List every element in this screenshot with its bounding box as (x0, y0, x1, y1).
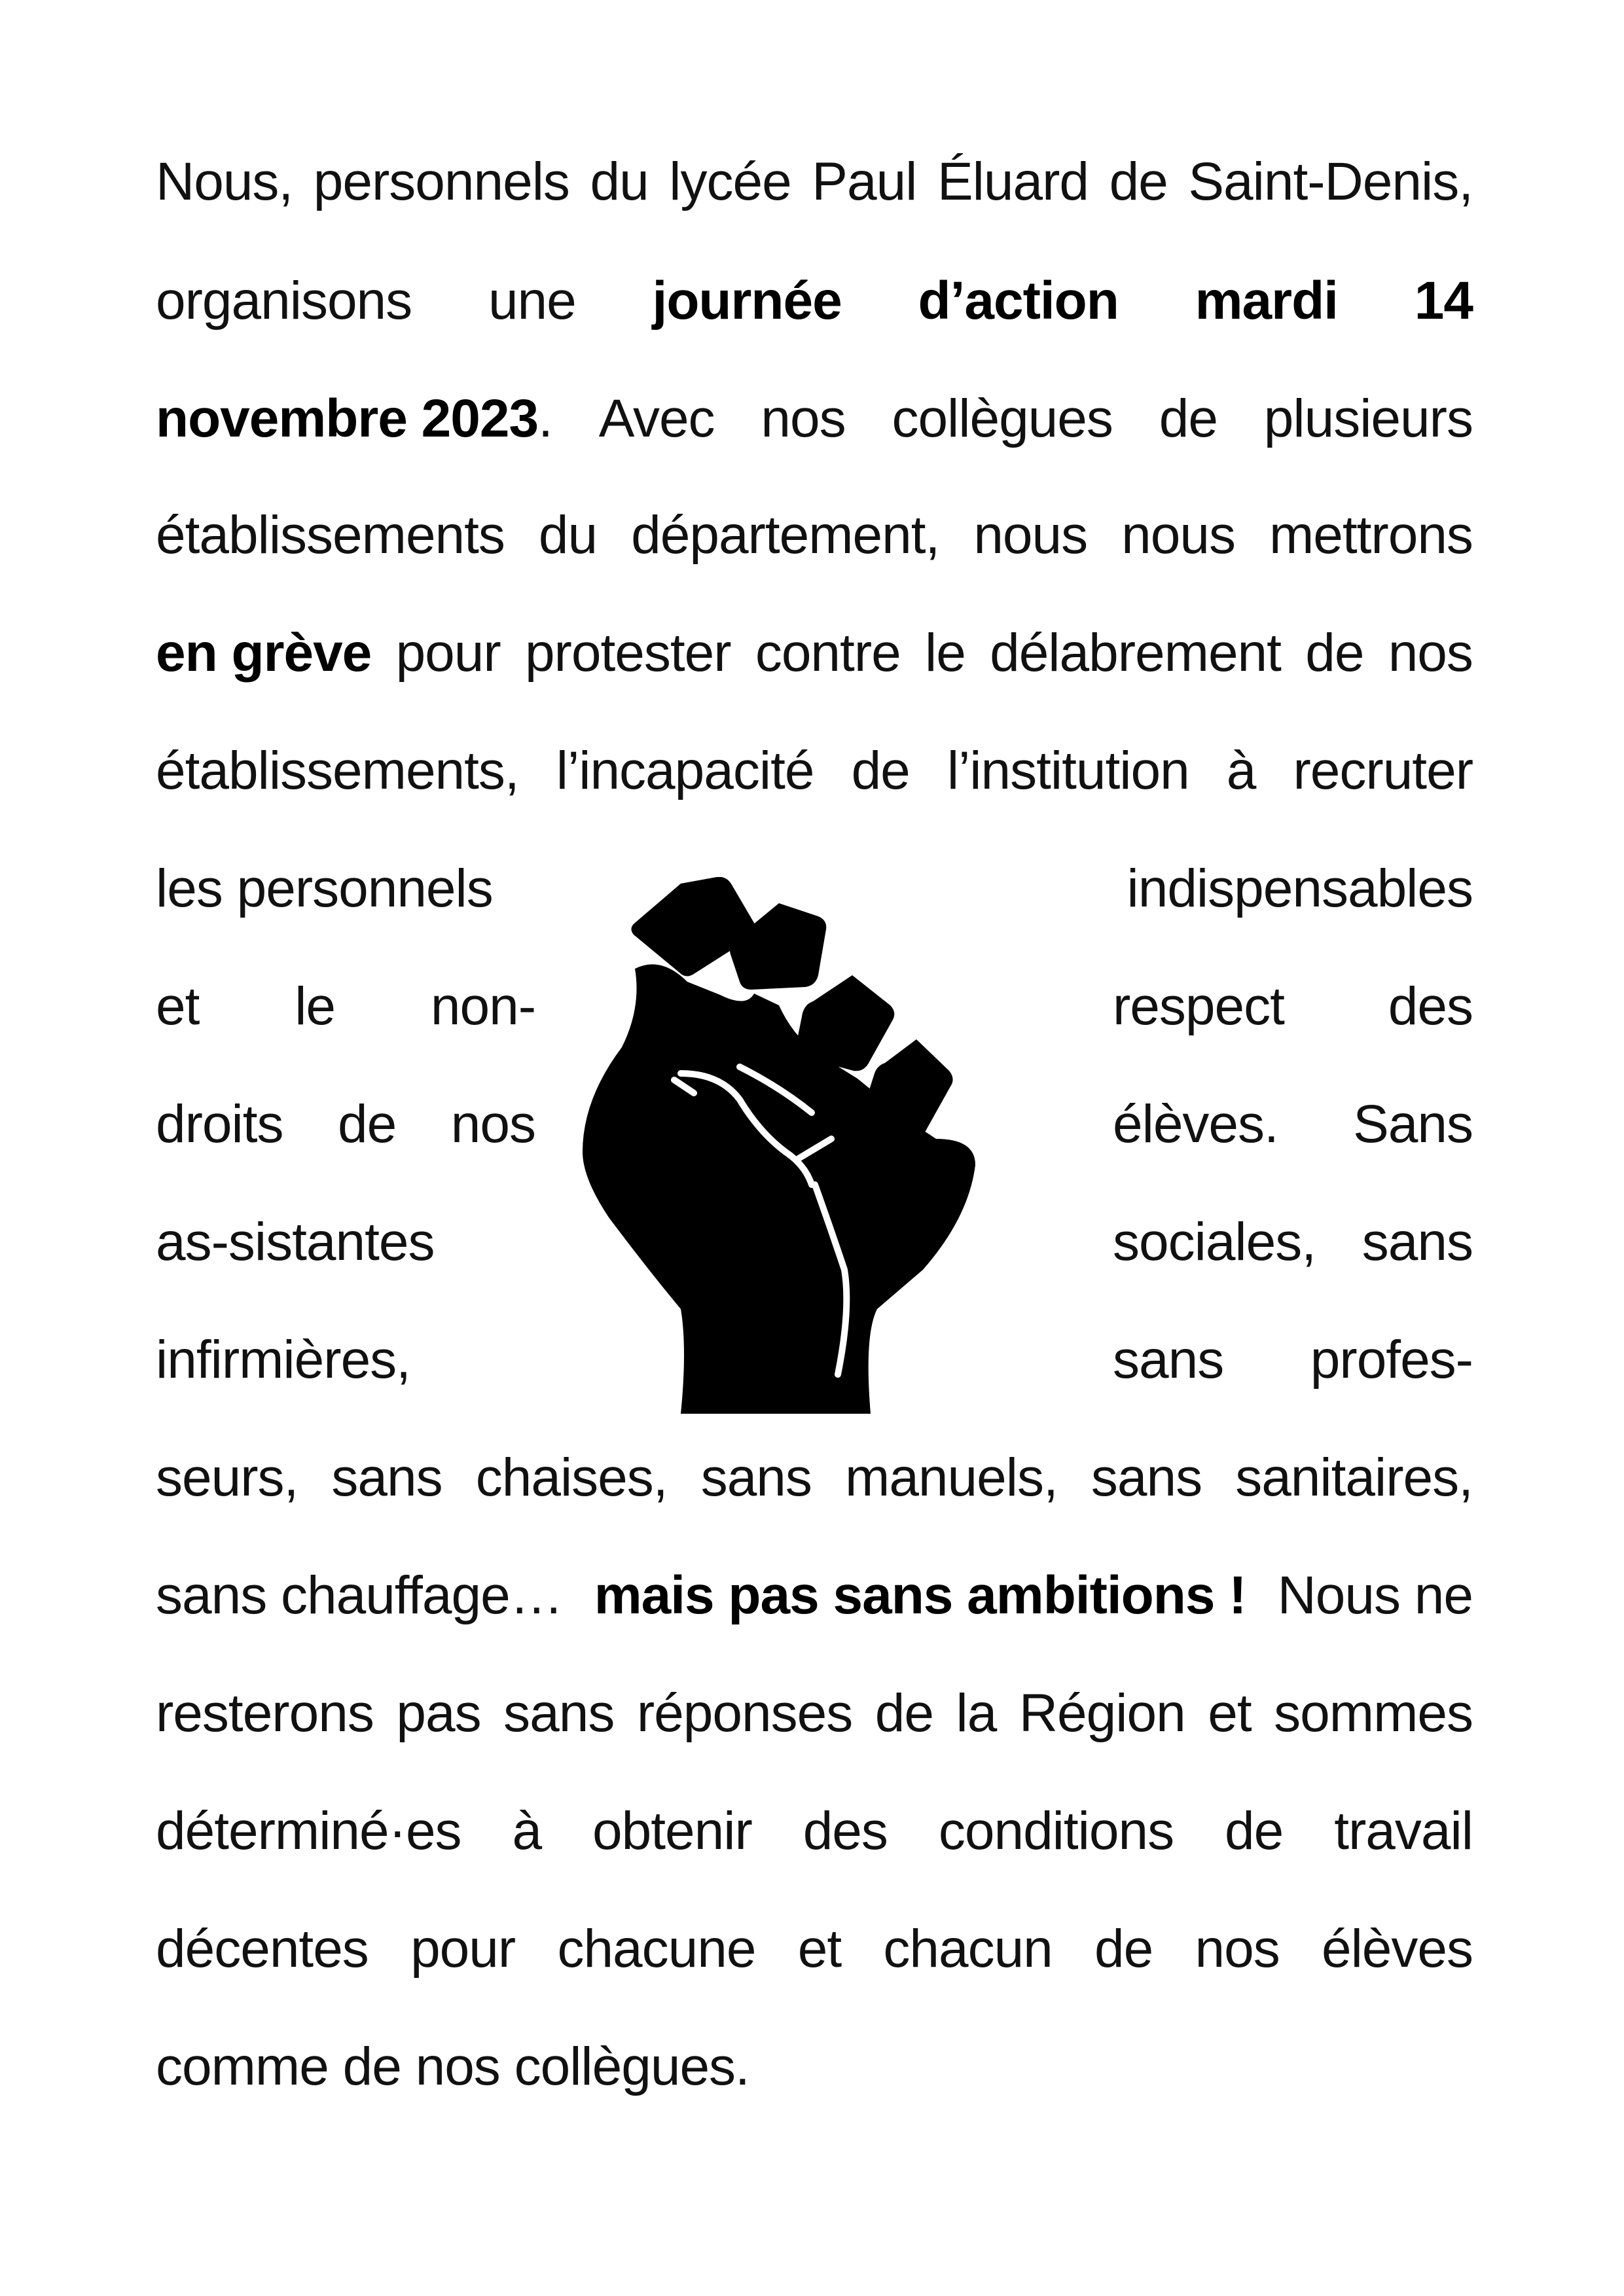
word: 14 (1414, 271, 1473, 331)
text-line-4 (156, 503, 1473, 568)
phrase: infirmières, (156, 1330, 410, 1390)
word: nous (973, 505, 1088, 565)
word: déterminé·es (156, 1801, 461, 1861)
word: nos (1388, 623, 1473, 683)
wrap-right-2 (1113, 974, 1473, 1039)
bold-phrase: en grève (156, 623, 372, 683)
text-line-3 (156, 386, 1473, 452)
wrap-left-5 (156, 1327, 535, 1393)
word: sans (700, 1448, 812, 1507)
word: travail (1334, 1801, 1473, 1861)
word: nos (1195, 1919, 1280, 1979)
phrase: sans chauffage… (156, 1566, 563, 1625)
word: de (1159, 389, 1218, 448)
word: sans (1091, 1448, 1202, 1507)
word: l’incapacité (556, 741, 814, 800)
wrap-right-5 (1113, 1327, 1473, 1393)
word: sommes (1274, 1683, 1473, 1743)
word: chaises, (475, 1448, 668, 1507)
phrase: profes- (1310, 1330, 1473, 1390)
word: de (851, 741, 910, 800)
wrap-left-1 (156, 856, 535, 922)
word: de (875, 1683, 933, 1743)
phrase: as-sistantes (156, 1212, 435, 1272)
word: le (925, 623, 965, 683)
word: Région (1019, 1683, 1185, 1743)
word: nous (1121, 505, 1235, 565)
word: département, (631, 505, 940, 565)
word: d’action (918, 271, 1119, 331)
text-line-17: comme de nos collègues. (156, 2037, 749, 2096)
wrap-right-4 (1113, 1210, 1473, 1275)
word: du (590, 152, 649, 211)
word: du (538, 505, 598, 565)
text-line-13 (156, 1563, 1473, 1628)
word: organisons (156, 271, 412, 331)
word: Éluard (937, 152, 1089, 211)
word: lycée (669, 152, 791, 211)
date-phrase (156, 386, 552, 452)
word: contre (755, 623, 901, 683)
word: pas (396, 1683, 481, 1743)
word: personnels (313, 152, 569, 211)
word: Paul (812, 152, 917, 211)
text-line-14 (156, 1681, 1473, 1746)
word: recruter (1293, 741, 1473, 800)
phrase: élèves. (1113, 1094, 1278, 1154)
word: de (1109, 152, 1168, 211)
word: sanitaires, (1235, 1448, 1473, 1507)
word: délabrement (990, 623, 1281, 683)
word: décentes (156, 1919, 369, 1979)
word: sans (331, 1448, 442, 1507)
word: pour (410, 1919, 516, 1979)
word: établissements, (156, 741, 519, 800)
wrap-left-4 (156, 1210, 535, 1275)
phrase: respect (1113, 977, 1284, 1036)
word: seurs, (156, 1448, 298, 1507)
wrap-left-3 (156, 1092, 535, 1157)
word: sans (503, 1683, 615, 1743)
word: obtenir (592, 1801, 752, 1861)
word: resterons (156, 1683, 374, 1743)
word: élèves (1321, 1919, 1473, 1979)
word: Avec (598, 389, 715, 448)
word: Nous, (156, 152, 293, 211)
word: Saint-Denis, (1188, 152, 1473, 211)
text-line-1 (156, 149, 1473, 215)
word: de (1094, 1919, 1153, 1979)
word: de (1225, 1801, 1284, 1861)
bold-phrase: novembre 2023 (156, 389, 539, 448)
word: des (803, 1801, 888, 1861)
phrase: sans (1113, 1330, 1224, 1390)
word: une (488, 271, 576, 331)
word: manuels, (845, 1448, 1058, 1507)
text-line-5 (156, 620, 1473, 686)
word: et (797, 1919, 842, 1979)
word: à (512, 1801, 542, 1861)
word: chacune (557, 1919, 756, 1979)
word: plusieurs (1263, 389, 1473, 448)
wrap-right-3 (1113, 1092, 1473, 1157)
word: nos (761, 389, 846, 448)
phrase: et (156, 977, 200, 1036)
phrase: les personnels (156, 859, 493, 918)
word: protester (524, 623, 731, 683)
phrase: Nous ne (1277, 1566, 1473, 1625)
wrap-left-2 (156, 974, 535, 1039)
text-line-2 (156, 268, 1473, 334)
word: établissements (156, 505, 505, 565)
phrase: non- (430, 977, 535, 1036)
phrase: indispensables (1127, 859, 1473, 918)
text-line-12 (156, 1445, 1473, 1511)
phrase: des (1388, 977, 1473, 1036)
phrase: de (338, 1094, 397, 1154)
phrase: le (295, 977, 336, 1036)
bold-phrase: mais pas sans ambitions ! (594, 1566, 1246, 1625)
phrase: sociales, (1113, 1212, 1316, 1272)
raised-fist-icon (583, 877, 1001, 1414)
word: de (1305, 623, 1364, 683)
text-line-15 (156, 1799, 1473, 1864)
text-line-6 (156, 738, 1473, 804)
phrase: droits (156, 1094, 283, 1154)
phrase: nos (450, 1094, 535, 1154)
word: journée (652, 271, 842, 331)
word: l’institution (947, 741, 1189, 800)
word: . (538, 389, 552, 448)
word: pour (395, 623, 501, 683)
word: la (956, 1683, 997, 1743)
text-line-16 (156, 1916, 1473, 1982)
phrase: Sans (1353, 1094, 1473, 1154)
word: chacun (883, 1919, 1053, 1979)
word: à (1226, 741, 1256, 800)
word: et (1208, 1683, 1252, 1743)
phrase: sans (1362, 1212, 1473, 1272)
word: conditions (938, 1801, 1174, 1861)
word: réponses (636, 1683, 853, 1743)
word: mettrons (1269, 505, 1473, 565)
word: mardi (1195, 271, 1338, 331)
word: collègues (892, 389, 1113, 448)
wrap-right-1 (1113, 856, 1473, 922)
